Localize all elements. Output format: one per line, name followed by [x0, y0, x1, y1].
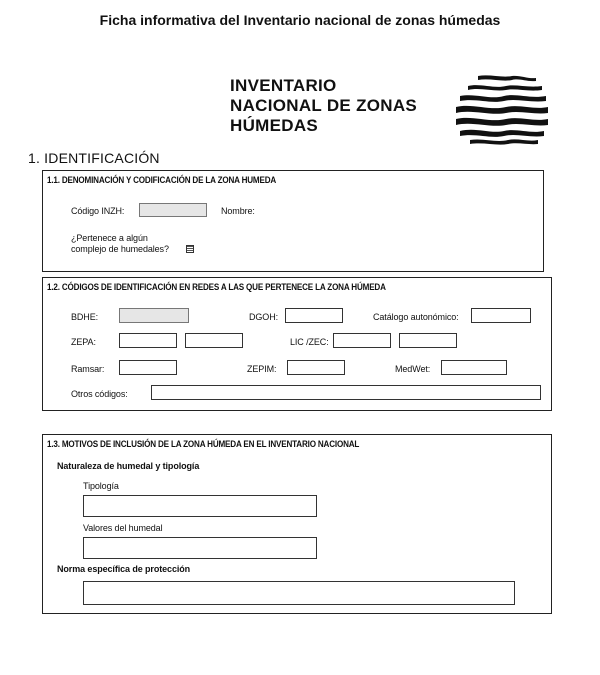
document-title: Ficha informativa del Inventario nacional de zonas húmedas [99, 12, 501, 28]
wetland-waves-logo-icon [450, 74, 550, 146]
bdhe-field[interactable] [119, 308, 189, 323]
box-1-1-title: 1.1. DENOMINACIÓN Y CODIFICACIÓN DE LA ZONA HUMEDA [47, 175, 277, 185]
complejo-checkbox[interactable] [186, 245, 194, 253]
box-motivos-inclusion [42, 434, 552, 614]
box-1-2-title: 1.2. CÓDIGOS DE IDENTIFICACIÓN EN REDES A LAS QUE PERTENECE LA ZONA HÚMEDA [47, 282, 386, 292]
tipologia-label: Tipología [83, 481, 119, 491]
lic-zec-field-1[interactable] [333, 333, 391, 348]
box-denominacion [42, 170, 544, 272]
zepim-field[interactable] [287, 360, 345, 375]
lic-zec-label: LIC /ZEC: [290, 337, 329, 347]
medwet-label: MedWet: [395, 364, 431, 374]
zepim-label: ZEPIM: [247, 364, 277, 374]
nombre-label: Nombre: [221, 206, 255, 216]
catalogo-autonomico-field[interactable] [471, 308, 531, 323]
naturaleza-label: Naturaleza de humedal y tipología [57, 461, 200, 471]
zepa-field-1[interactable] [119, 333, 177, 348]
otros-codigos-field[interactable] [151, 385, 541, 400]
codigo-inzh-field[interactable] [139, 203, 207, 217]
brand-line-1: INVENTARIO [230, 76, 337, 95]
zepa-label: ZEPA: [71, 337, 96, 347]
brand-line-2: NACIONAL DE ZONAS [230, 96, 418, 115]
ramsar-field[interactable] [119, 360, 177, 375]
valores-humedal-field[interactable] [83, 537, 317, 559]
complejo-label-line-1: ¿Pertenece a algún [71, 233, 148, 243]
brand-line-3: HÚMEDAS [230, 116, 319, 135]
section-title: 1. IDENTIFICACIÓN [28, 150, 160, 166]
bdhe-label: BDHE: [71, 312, 99, 322]
tipologia-field[interactable] [83, 495, 317, 517]
dgoh-label: DGOH: [249, 312, 279, 322]
norma-proteccion-field[interactable] [83, 581, 515, 605]
ramsar-label: Ramsar: [71, 364, 105, 374]
dgoh-field[interactable] [285, 308, 343, 323]
box-1-3-title: 1.3. MOTIVOS DE INCLUSIÓN DE LA ZONA HÚMEDA EN EL INVENTARIO NACIONAL [47, 439, 360, 449]
box-codigos [42, 277, 552, 411]
valores-humedal-label: Valores del humedal [83, 523, 163, 533]
brand-title [230, 76, 417, 136]
complejo-label-line-2: complejo de humedales? [71, 244, 169, 254]
medwet-field[interactable] [441, 360, 507, 375]
otros-codigos-label: Otros códigos: [71, 389, 128, 399]
lic-zec-field-2[interactable] [399, 333, 457, 348]
codigo-inzh-label: Código INZH: [71, 206, 125, 216]
norma-proteccion-label: Norma específica de protección [57, 564, 191, 574]
catalogo-autonomico-label: Catálogo autonómico: [373, 312, 459, 322]
zepa-field-2[interactable] [185, 333, 243, 348]
